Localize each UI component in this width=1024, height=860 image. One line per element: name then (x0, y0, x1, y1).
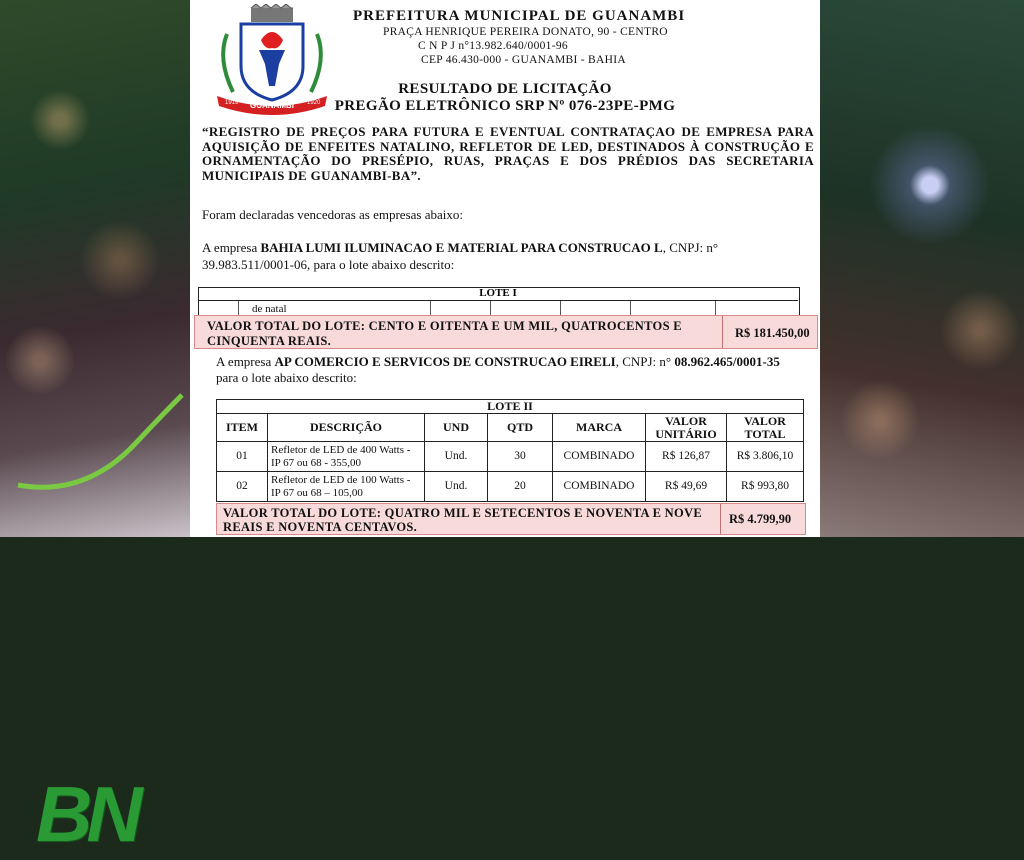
cell-und: Und. (425, 442, 488, 472)
lote1-col-divider (560, 301, 561, 315)
background-right-christmas-photo (820, 0, 1024, 537)
crest-year-right: 1920 (307, 100, 321, 106)
cell-descricao: Refletor de LED de 400 Watts - IP 67 ou 68 - 355,00 (268, 442, 425, 472)
empresa2-prefix: A empresa (216, 354, 275, 369)
objeto-paragraph: “REGISTRO DE PREÇOS PARA FUTURA E EVENTUAL CONTRATAÇAO DE EMPRESA PARA AQUISIÇÃO DE ENFEITES NATALINO, REFLETOR DE LED, DESTINADOS À CONSTRUÇÃO E ORNAMENTAÇÃO DO PRESÉPIO, RUAS, PRAÇAS E DOS PRÉDIOS DAS SECRETARIA MUNICIPAIS DE GUANAMBI-BA”. (202, 124, 814, 183)
lote2-title: LOTE II (217, 400, 804, 414)
cell-descricao: Refletor de LED de 100 Watts - IP 67 ou 68 – 105,00 (268, 472, 425, 502)
lote1-total-label2: CINQUENTA REAIS. (207, 334, 332, 348)
empresa2-name: AP COMERCIO E SERVICOS DE CONSTRUCAO EIRELI (274, 354, 616, 369)
cell-valor-unitario: R$ 126,87 (646, 442, 727, 472)
col-item: ITEM (217, 414, 268, 442)
cell-und: Und. (425, 472, 488, 502)
empresa1-line1 (202, 240, 718, 256)
col-marca: MARCA (553, 414, 646, 442)
cell-item: 02 (217, 472, 268, 502)
org-address: PRAÇA HENRIQUE PEREIRA DONATO, 90 - CENTRO (383, 26, 668, 38)
lote1-partial-desc: de natal (252, 303, 287, 315)
lote1-col-divider (630, 301, 631, 315)
lote2-total-label: VALOR TOTAL DO LOTE: QUATRO MIL E SETECENTOS E NOVENTA E NOVE (223, 506, 702, 520)
lote2-header-row (217, 414, 804, 442)
cell-marca: COMBINADO (553, 472, 646, 502)
empresa1-name: BAHIA LUMI ILUMINACAO E MATERIAL PARA CONSTRUCAO L (260, 240, 663, 255)
lote1-total-label: VALOR TOTAL DO LOTE: CENTO E OITENTA E UM MIL, QUATROCENTOS E (207, 319, 682, 333)
cell-item: 01 (217, 442, 268, 472)
col-descricao: DESCRIÇÃO (268, 414, 425, 442)
document-page (190, 0, 820, 537)
org-name: PREFEITURA MUNICIPAL DE GUANAMBI (353, 8, 686, 24)
col-valor-total: VALOR TOTAL (727, 414, 804, 442)
table-row (217, 442, 804, 472)
org-cep: CEP 46.430-000 - GUANAMBI - BAHIA (421, 54, 626, 66)
bn-watermark-logo (14, 385, 179, 858)
bn-watermark-text: BN (36, 770, 137, 858)
org-cnpj: C N P J n°13.982.640/0001-96 (418, 40, 568, 52)
lote2-table (216, 399, 804, 502)
lote1-col-divider (238, 301, 239, 315)
cell-valor-unitario: R$ 49,69 (646, 472, 727, 502)
col-valor-unitario: VALOR UNITÁRIO (646, 414, 727, 442)
lote2-total-value: R$ 4.799,90 (729, 512, 792, 526)
page-title: RESULTADO DE LICITAÇÃO (398, 81, 612, 97)
empresa2-line1 (216, 354, 780, 370)
col-und: UND (425, 414, 488, 442)
empresa2-cnpj: 08.962.465/0001-35 (674, 354, 780, 369)
lote2-title-row (217, 400, 804, 414)
cell-valor-total: R$ 993,80 (727, 472, 804, 502)
intro-text: Foram declaradas vencedoras as empresas abaixo: (202, 207, 463, 222)
empresa2-line2: para o lote abaixo descrito: (216, 370, 357, 385)
lote1-col-divider (490, 301, 491, 315)
lote1-col-divider (430, 301, 431, 315)
lote1-col-divider (715, 301, 716, 315)
cell-valor-total: R$ 3.806,10 (727, 442, 804, 472)
empresa1-cnpj-label: , CNPJ: n° (662, 240, 719, 255)
crest-banner-text: GUANAMBI (250, 101, 294, 110)
crest-year-left: 1919 (225, 100, 239, 106)
cell-qtd: 20 (488, 472, 553, 502)
lote1-total-divider (722, 316, 723, 348)
page-subtitle: PREGÃO ELETRÔNICO SRP Nº 076-23PE-PMG (334, 98, 676, 114)
table-row (217, 472, 804, 502)
lote1-title: LOTE I (198, 287, 798, 301)
cell-qtd: 30 (488, 442, 553, 472)
cell-marca: COMBINADO (553, 442, 646, 472)
empresa1-prefix: A empresa (202, 240, 261, 255)
lote2-total-label2: REAIS E NOVENTA CENTAVOS. (223, 520, 418, 534)
lote2-total-divider (720, 504, 721, 534)
empresa2-cnpj-label: , CNPJ: n° (615, 354, 675, 369)
lote1-total-row (194, 315, 818, 349)
col-qtd: QTD (488, 414, 553, 442)
lote1-total-value: R$ 181.450,00 (735, 326, 810, 340)
lote2-total-row (216, 503, 806, 535)
empresa1-line2: 39.983.511/0001-06, para o lote abaixo descrito: (202, 257, 455, 272)
